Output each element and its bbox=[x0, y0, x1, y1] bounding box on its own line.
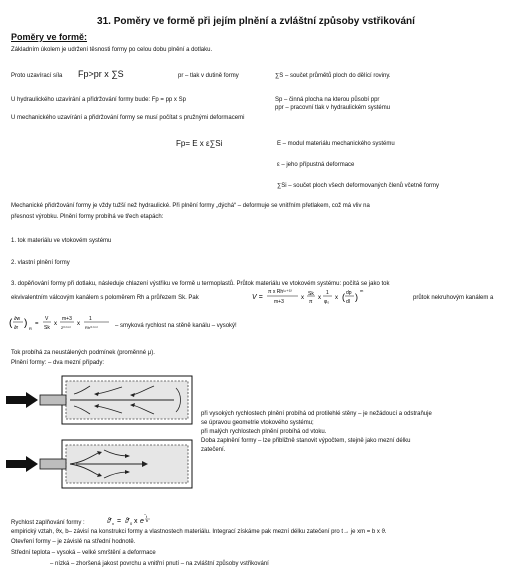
shear-rate-suffix: – smyková rychlost na stěně kanálu – vysoký! bbox=[115, 323, 237, 329]
svg-text:dl: dl bbox=[346, 299, 350, 305]
svg-text:∂r: ∂r bbox=[14, 325, 19, 331]
mold-filling-diagram bbox=[4, 368, 200, 498]
svg-text:): ) bbox=[355, 292, 358, 302]
svg-text:−: − bbox=[144, 512, 147, 517]
svg-text:Sk: Sk bbox=[44, 325, 50, 331]
svg-text:m+3: m+3 bbox=[62, 316, 72, 322]
svg-text:ϑ̄: ϑ̄ bbox=[107, 518, 111, 525]
svg-text:φ₀: φ₀ bbox=[324, 299, 330, 305]
svg-text:dp: dp bbox=[346, 290, 352, 296]
intro-text: Základním úkolem je udržení těsnosti formy po celou dobu plnění a dotlaku. bbox=[11, 47, 213, 53]
mean-temp-text: Střední teplota – vysoká – velké smrštění a deformace bbox=[11, 550, 156, 556]
svg-text:e: e bbox=[140, 518, 144, 525]
mold-diagram-high-speed bbox=[6, 376, 192, 424]
sp-definition: Sp – činná plocha na kterou působí ppr bbox=[275, 97, 380, 103]
svg-text:π x Rh⁽ⁿ⁺³⁾: π x Rh⁽ⁿ⁺³⁾ bbox=[268, 289, 292, 295]
diagram-note-3: při malých rychlostech plnění probíhá od vtoku. bbox=[201, 429, 327, 435]
closing-text: Proto uzavírací síla bbox=[11, 73, 63, 79]
stage-2: 2. vlastní plnění formy bbox=[11, 260, 70, 266]
svg-text:(: ( bbox=[342, 292, 345, 302]
filling-speed-text: Rychlost zaplňování formy : bbox=[11, 520, 85, 526]
svg-text:0: 0 bbox=[130, 521, 133, 526]
svg-text:V: V bbox=[45, 316, 49, 322]
empirical-text: empirický vztah, ϑx, b– závisí na konstrukci formy a vlastnostech materiálu. Integrací získáme pak mezní délku zatečení pro t→ je xm = b x ϑ. bbox=[11, 529, 387, 535]
svg-text:b: b bbox=[146, 518, 149, 523]
diagram-note-2: se úpravou geometrie vtokového systému; bbox=[201, 420, 314, 426]
svg-text:x: x bbox=[77, 321, 80, 327]
svg-text:x: x bbox=[318, 295, 321, 301]
mechanical-paragraph-line-1: Mechanické přidržování formy je vždy tužší než hydraulické. Při plnění formy „dýchá“ – deformuje se vnitřním přetlakem, což má vliv na bbox=[11, 203, 370, 209]
svg-text:x: x bbox=[54, 321, 57, 327]
svg-text:∂w: ∂w bbox=[14, 316, 21, 322]
svg-text:x: x bbox=[301, 295, 304, 301]
svg-text:x: x bbox=[335, 295, 338, 301]
flow-line-suffix: průtok nekruhovým kanálem a bbox=[413, 295, 494, 301]
flow-note-1: Tok probíhá za neustálených podmínek (proměnné μ). bbox=[11, 350, 155, 356]
section-heading: Poměry ve formě: bbox=[11, 32, 88, 42]
diagram-note-1: při vysokých rychlostech plnění probíhá od protilehlé stěny – je nežádoucí a odstraňuje bbox=[201, 411, 432, 417]
svg-text:=: = bbox=[117, 518, 122, 525]
shear-rate-formula bbox=[9, 312, 121, 336]
cut-off-line: – nízká – zhoršená jakost povrchu a vnitřní pnutí – na zvláštní způsoby vstřikování bbox=[50, 561, 269, 567]
svg-text:(: ( bbox=[9, 318, 13, 329]
svg-text:ϑ̄: ϑ̄ bbox=[125, 518, 129, 525]
e-definition: E – modul materiálu mechanického systému bbox=[277, 141, 395, 147]
eps-definition: ε – jeho přípustná deformace bbox=[277, 162, 355, 168]
svg-text:2⁽¹⁺ᵐ⁾: 2⁽¹⁺ᵐ⁾ bbox=[61, 325, 71, 330]
svg-text:1: 1 bbox=[326, 290, 329, 296]
svg-text:x: x bbox=[112, 521, 114, 526]
filling-speed-formula bbox=[107, 511, 167, 529]
flow-line-text: ekvivalentním válcovým kanálem s poloměrem Rh a průřezem Sk. Pak bbox=[11, 295, 199, 301]
mechanical-formula: Fp= E x ε∑Si bbox=[176, 139, 223, 148]
svg-text:R: R bbox=[29, 326, 32, 331]
flow-formula bbox=[250, 286, 410, 308]
opening-text: Otevření formy – je závislé na střední hodnotě. bbox=[11, 539, 136, 545]
mold-diagram-low-speed bbox=[6, 440, 192, 488]
svg-text:m+3: m+3 bbox=[274, 299, 284, 305]
flow-note-2: Plnění formy: – dva mezní případy: bbox=[11, 360, 105, 366]
si-definition: ∑Si – součet ploch všech deformovaných členů včetně formy bbox=[277, 183, 440, 189]
closing-formula: Fp>pr x ∑S bbox=[78, 69, 124, 79]
diagram-note-5: zatečení. bbox=[201, 447, 226, 453]
svg-text:): ) bbox=[24, 318, 28, 329]
svg-text:m: m bbox=[360, 288, 364, 293]
svg-text:t: t bbox=[146, 514, 148, 519]
page-title: 31. Poměry ve formě při jejím plnění a zvláštní způsoby vstřikování bbox=[97, 16, 415, 27]
ppr-definition: ppr – pracovní tlak v hydraulickém systému bbox=[275, 105, 391, 111]
svg-text:π: π bbox=[309, 299, 313, 305]
stage-3: 3. dopěňování formy při dotlaku, následuje chlazení výstřiku ve formě u termoplastů. Průtok materiálu ve vtokovém systému: počítá se jako tok bbox=[11, 281, 390, 287]
stage-1: 1. tok materiálu ve vtokovém systému bbox=[11, 238, 112, 244]
svg-text:x: x bbox=[134, 518, 138, 525]
mechanical-paragraph-line-2: přesnost výrobku. Plnění formy probíhá ve třech etapách: bbox=[11, 214, 164, 220]
diagram-note-4: Doba zaplnění formy – lze přibližně stanovit výpočtem, stejně jako mezní délku bbox=[201, 438, 411, 444]
s-definition: ∑S – součet průmětů ploch do dělící roviny. bbox=[275, 73, 391, 79]
svg-text:V =: V = bbox=[252, 294, 263, 301]
hydraulic-text: U hydraulického uzavírání a přidržování formy bude: Fp = pp x Sp bbox=[11, 97, 186, 103]
svg-text:Sk: Sk bbox=[308, 291, 314, 297]
svg-text:1: 1 bbox=[89, 316, 92, 322]
mechanical-text: U mechanického uzavírání a přidržování formy se musí počítat s pružnými deformacemi bbox=[11, 115, 245, 121]
pr-definition: pr – tlak v dutině formy bbox=[178, 73, 239, 79]
svg-text:Rh⁽¹⁺ᵐ⁾: Rh⁽¹⁺ᵐ⁾ bbox=[85, 325, 98, 330]
svg-text:=: = bbox=[35, 321, 39, 327]
